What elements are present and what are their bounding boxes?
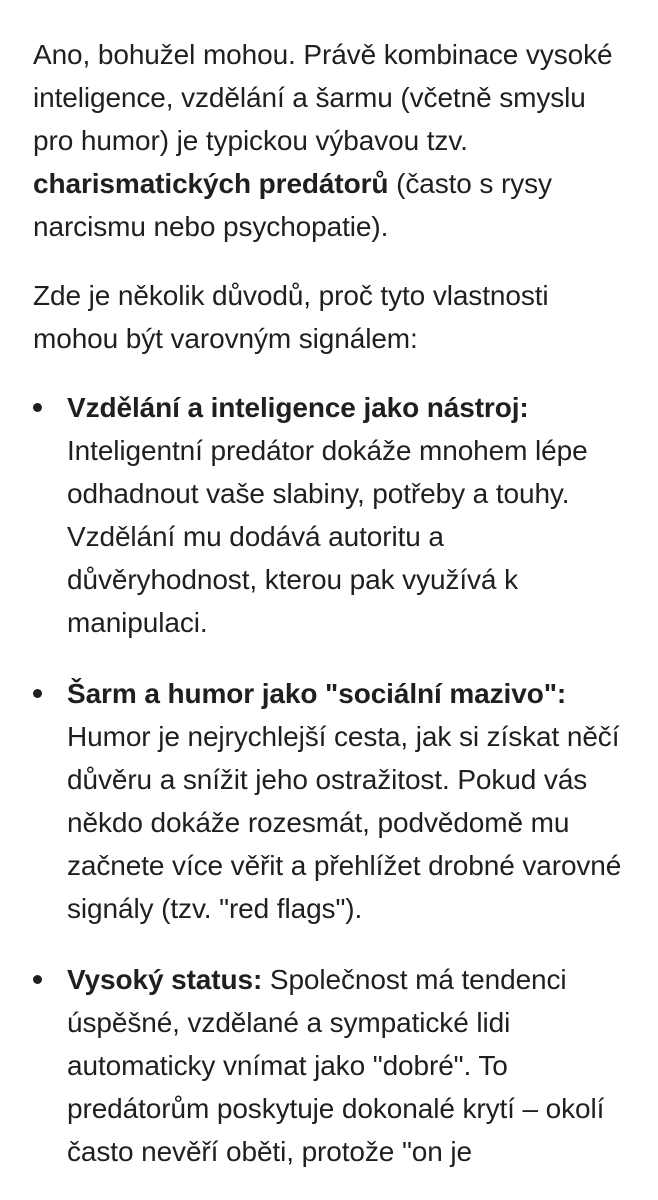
list-item bbox=[33, 386, 632, 644]
bullet-icon bbox=[33, 689, 42, 698]
bullet-icon bbox=[33, 975, 42, 984]
list-item-title: Vysoký status: bbox=[67, 964, 263, 995]
list-item-title: Šarm a humor jako "sociální mazivo": bbox=[67, 678, 567, 709]
list-item-text: Společnost má tendenci úspěšné, vzdělané a sympatické lidi automaticky vnímat jako "dobré". To predátorům poskytuje dokonalé krytí – okolí často nevěří oběti, protože "on je bbox=[67, 964, 605, 1167]
intro-bold-term: charismatických predátorů bbox=[33, 168, 389, 199]
reasons-list bbox=[33, 386, 632, 1173]
list-item-text: Inteligentní predátor dokáže mnohem lépe odhadnout vaše slabiny, potřeby a touhy. Vzdělání mu dodává autoritu a důvěryhodnost, kterou pak využívá k manipulaci. bbox=[67, 435, 588, 638]
list-item-title: Vzdělání a inteligence jako nástroj: bbox=[67, 392, 529, 423]
intro-text-before: Ano, bohužel mohou. Právě kombinace vysoké inteligence, vzdělání a šarmu (včetně smyslu pro humor) je typickou výbavou tzv. bbox=[33, 39, 613, 156]
intro-text-after: (často s rysy narcismu nebo psychopatie). bbox=[33, 168, 552, 242]
bullet-icon bbox=[33, 403, 42, 412]
list-item bbox=[33, 958, 632, 1173]
list-item bbox=[33, 672, 632, 930]
list-item-text: Humor je nejrychlejší cesta, jak si získat něčí důvěru a snížit jeho ostražitost. Pokud vás někdo dokáže rozesmát, podvědomě mu začnete více věřit a přehlížet drobné varovné signály (tzv. "red flags"). bbox=[67, 721, 622, 924]
lead-paragraph: Zde je několik důvodů, proč tyto vlastnosti mohou být varovným signálem: bbox=[33, 280, 549, 354]
intro-paragraph bbox=[33, 33, 632, 248]
